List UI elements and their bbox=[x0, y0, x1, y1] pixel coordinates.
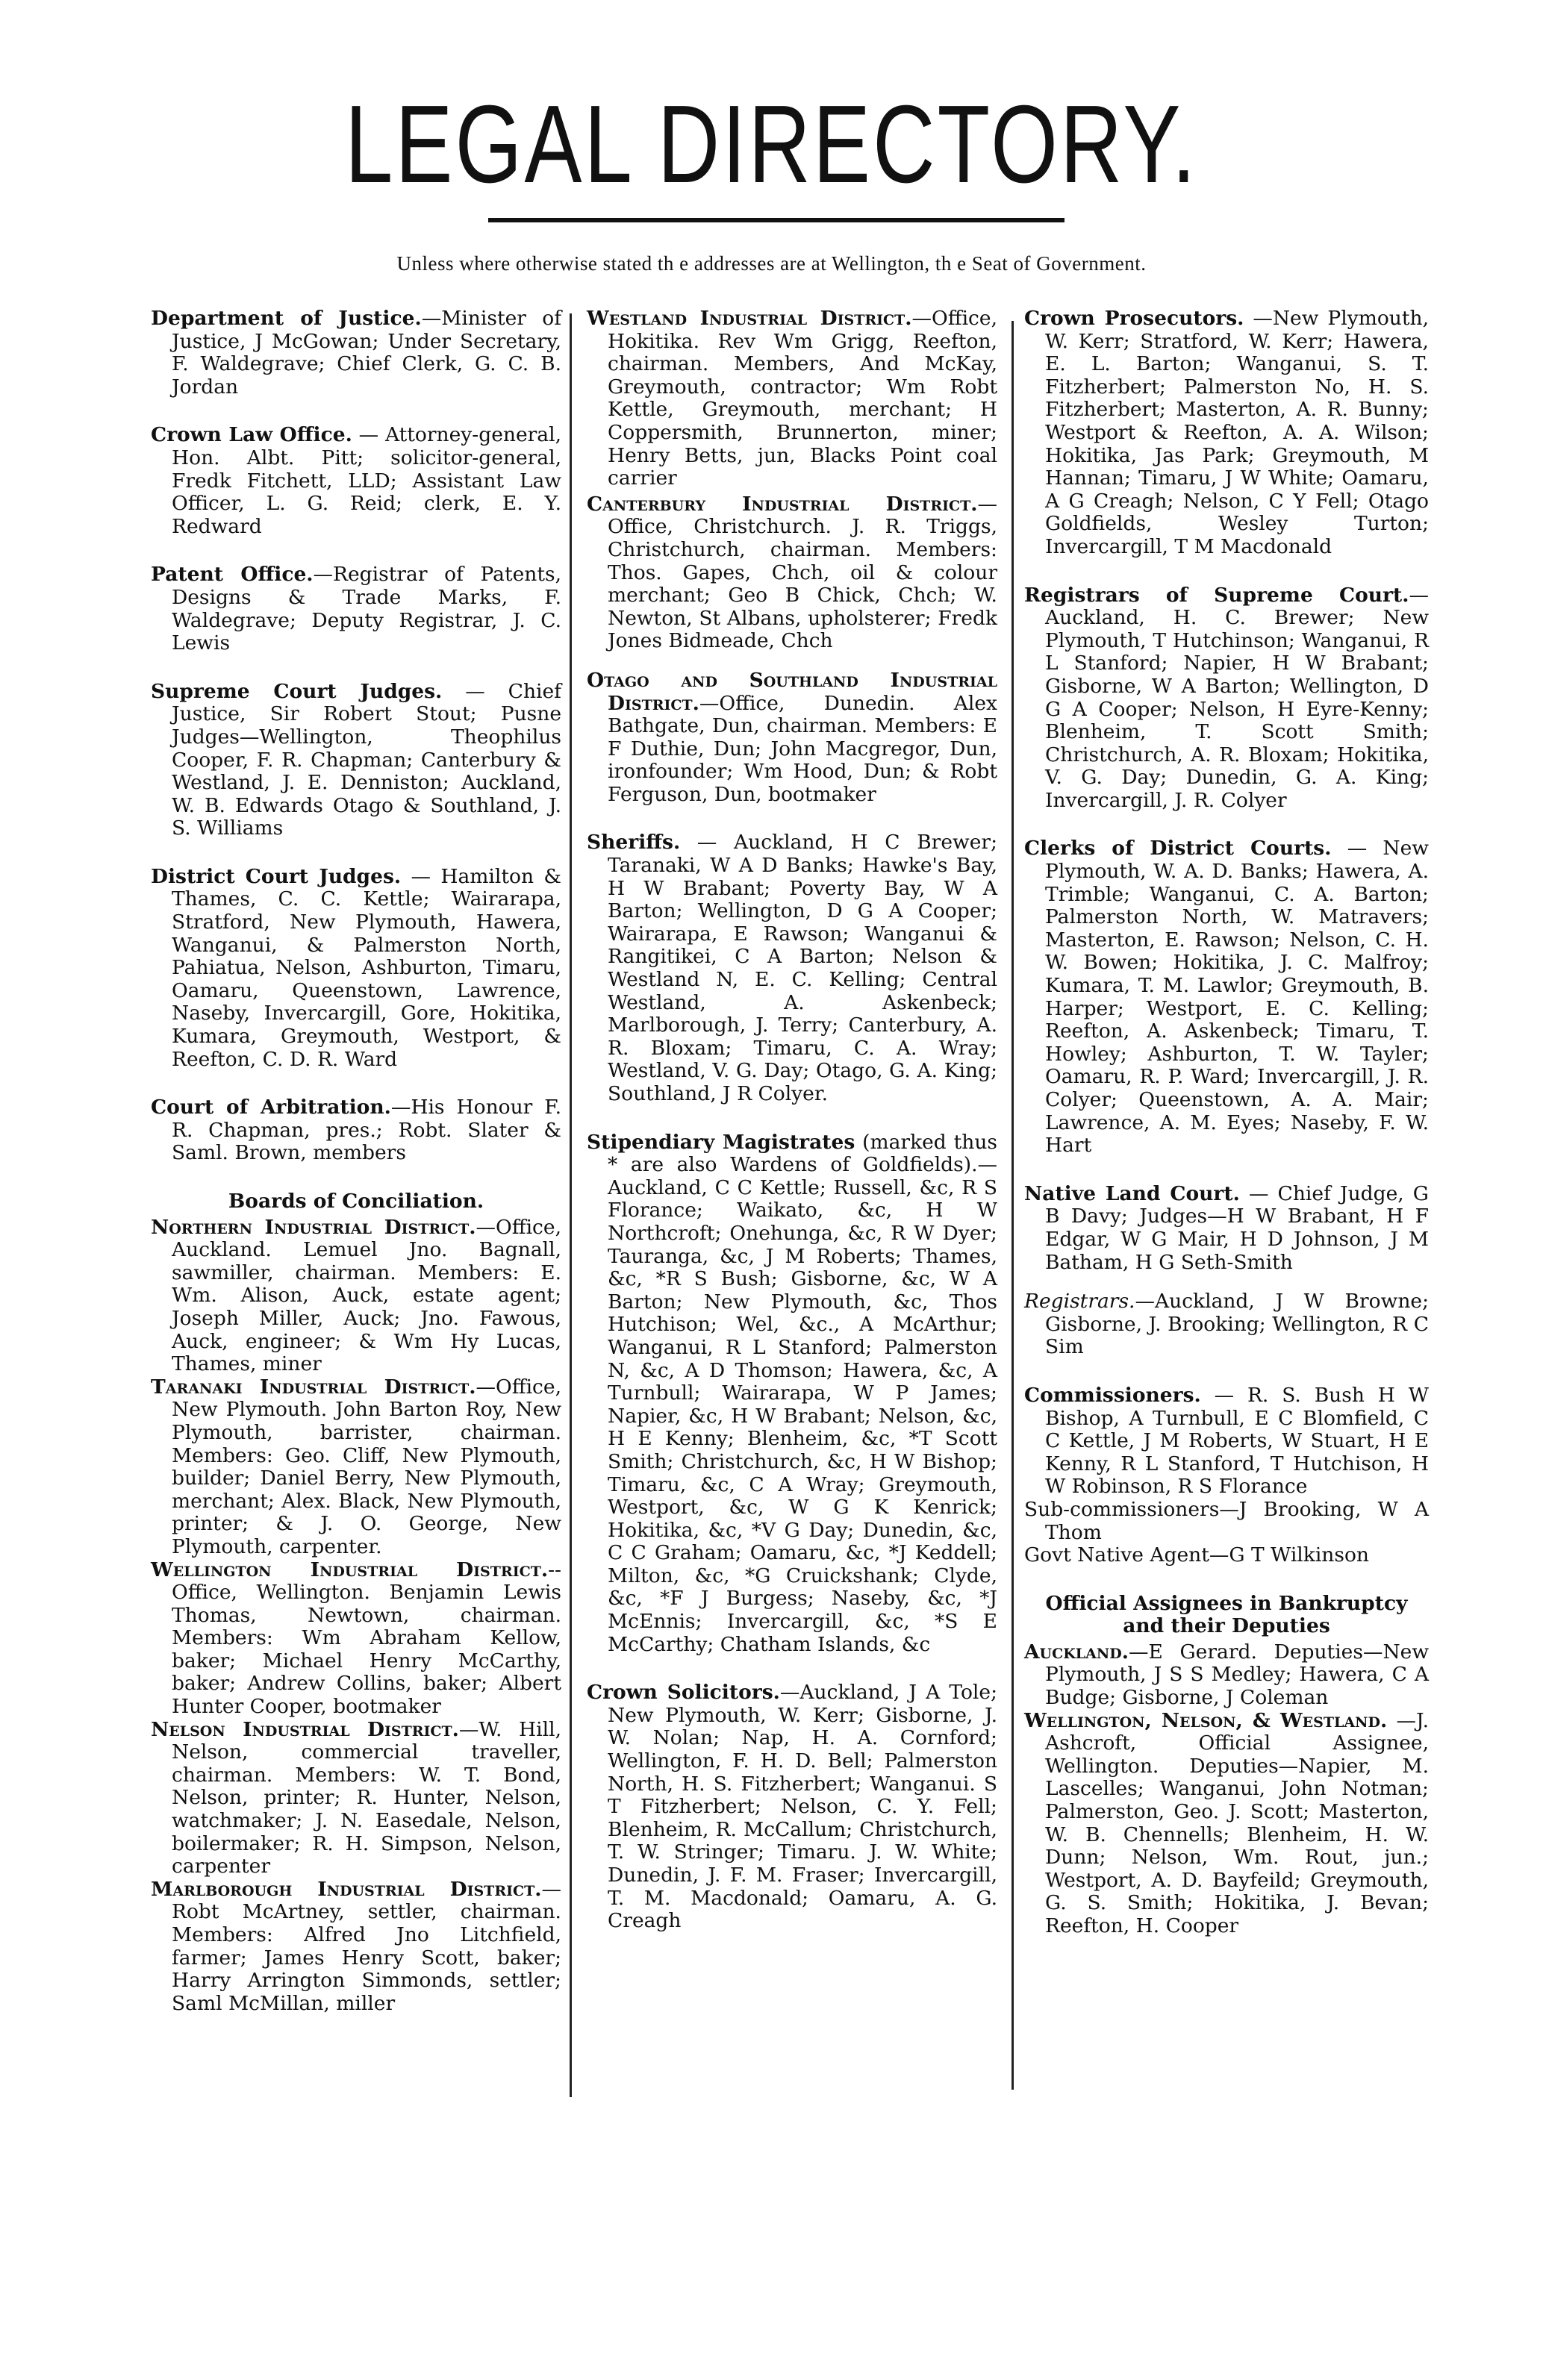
entry-text: — New Plymouth, W. A. D. Banks; Hawera, A. Trimble; Wanganui, C. A. Barton; Palmerston North, W. Matravers; Masterton, E. Rawson; Nelson, C. H. W. Bowen; Hokitika, J. C. Malfroy; Kumara, T. M. Lawlor; Greymouth, B. Harper; Westport, E. C. Kelling; Reefton, A. Askenbeck; Timaru, T. Howley; Ashburton, T. W. Tayler; Oamaru, R. P. Ward; Invercargill, J. R. Colyer; Queenstown, A. A. Mair; Lawrence, A. M. Eyes; Naseby, F. W. Hart bbox=[1045, 837, 1429, 1158]
column-right bbox=[1024, 307, 1429, 1938]
entry-otago-southland-district bbox=[587, 669, 997, 807]
entry-text: —W. Hill, Nelson, commercial traveller, chairman. Members: W. T. Bond, Nelson, printer; R. Hunter, Nelson, watchmaker; J. N. Easedale, Nelson, boilermaker; R. H. Simpson, Nelson, carpenter bbox=[172, 1717, 561, 1878]
entry-text: --Office, Wellington. Benjamin Lewis Thomas, Newtown, chairman. Members: Wm Abraham Kellow, baker; Michael Henry McCarthy, baker; Andrew Collins, baker; Albert Hunter Cooper, bootmaker bbox=[172, 1558, 561, 1719]
title-rule bbox=[488, 218, 1064, 222]
entry-heading: Nelson Industrial District. bbox=[151, 1717, 459, 1741]
entry-heading: Taranaki Industrial District. bbox=[151, 1375, 476, 1399]
entry-heading: Crown Prosecutors. bbox=[1024, 307, 1244, 330]
entry-text: —Auckland, J W Browne; Gisborne, J. Brooking; Wellington, R C Sim bbox=[1045, 1290, 1429, 1359]
entry-heading: Registrars. bbox=[1024, 1290, 1135, 1314]
entry-northern-district bbox=[151, 1216, 561, 1376]
entry-department-of-justice bbox=[151, 307, 561, 399]
entry-text: — Chief Justice, Sir Robert Stout; Pusne Judges—Wellington, Theophilus Cooper, F. R. Chapman; Canterbury & Westland, J. E. Denniston; Auckland, W. B. Edwards Otago & Southland, J. S. Williams bbox=[172, 679, 561, 840]
entry-assignee-wellington bbox=[1024, 1710, 1429, 1938]
entry-heading: Wellington, Nelson, & Westland. bbox=[1024, 1708, 1388, 1732]
entry-heading: Auckland. bbox=[1024, 1640, 1129, 1664]
entry-stipendiary-magistrates bbox=[587, 1131, 997, 1657]
entry-heading: Commissioners. bbox=[1024, 1383, 1201, 1407]
entry-text: (marked thus * are also Wardens of Goldfields).—Auckland, C C Kettle; Russell, &c, R S Florance; Waikato, &c, H W Northcroft; Onehunga, &c, R W Dyer; Tauranga, &c, J M Roberts; Thames, &c, *R S Bush; Gisborne, &c, W A Barton; New Plymouth, &c, Thos Hutchison; Wel, &c., A McArthur; Wanganui, R L Stanford; Palmerston N, &c, A D Thomson; Hawera, &c, A Turnbull; Wairarapa, W P James; Napier, &c, H W Brabant; Nelson, &c, H E Kenny; Blenheim, &c, *T Scott Smith; Christchurch, &c, H W Bishop; Timaru, &c, C A Wray; Greymouth, Westport, &c, W G K Kenrick; Hokitika, &c, *V G Day; Dunedin, &c, C C Graham; Oamaru, &c, *J Keddell; Milton, &c, *G Cruickshank; Clyde, &c, *F J Burgess; Naseby, &c, *J McEnnis; Invercargill, &c, *S E McCarthy; Chatham Islands, &c bbox=[608, 1130, 997, 1656]
entry-registrars-supreme-court bbox=[1024, 584, 1429, 813]
entry-canterbury-district bbox=[587, 493, 997, 653]
entry-text: —Registrar of Patents, Designs & Trade Marks, F. Waldegrave; Deputy Registrar, J. C. Lewis bbox=[172, 563, 562, 655]
entry-text: —His Honour F. R. Chapman, pres.; Robt. Slater & Saml. Brown, members bbox=[172, 1096, 561, 1165]
entry-heading: Crown Law Office. bbox=[151, 423, 352, 447]
entry-heading: Sheriffs. bbox=[587, 831, 681, 855]
entry-text: — Auckland, H C Brewer; Taranaki, W A D Banks; Hawke's Bay, H W Brabant; Poverty Bay, W A Barton; Wellington, D G A Cooper; Wairarapa, E Rawson; Wanganui & Rangitikei, C A Barton; Nelson & Westland N, E. C. Kelling; Central Westland, A. Askenbeck; Marlborough, J. Terry; Canterbury, A. R. Bloxam; Timaru, C. A. Wray; Westland, V. G. Day; Otago, G. A. King; Southland, J R Colyer. bbox=[608, 831, 997, 1105]
entry-wellington-district bbox=[151, 1559, 561, 1719]
entry-text: —Office, Auckland. Lemuel Jno. Bagnall, sawmiller, chairman. Members: E. Wm. Alison, Auck, estate agent; Joseph Miller, Auck; Jno. Fawous, Auck, engineer; & Wm Hy Lucas, Thames, miner bbox=[172, 1215, 561, 1376]
entry-nelson-district bbox=[151, 1719, 561, 1878]
section-heading-boards: Boards of Conciliation. bbox=[228, 1190, 484, 1213]
entry-marlborough-district bbox=[151, 1878, 561, 2016]
entry-heading: Canterbury Industrial District. bbox=[587, 492, 978, 516]
entry-heading: Otago and Southland Industrial District. bbox=[587, 668, 997, 715]
entry-text: —E Gerard. Deputies—New Plymouth, J S S Medley; Hawera, C A Budge; Gisborne, J Coleman bbox=[1045, 1640, 1429, 1710]
entry-crown-solicitors bbox=[587, 1681, 997, 1933]
entry-text: —New Plymouth, W. Kerr; Stratford, W. Kerr; Hawera, E. L. Barton; Wanganui, S. T. Fitzherbert; Palmerston No, H. S. Fitzherbert; Masterton, A. R. Bunny; Westport & Reefton, A. A. Wilson; Hokitika, Jas Park; Greymouth, M Hannan; Timaru, J W White; Oamaru, A G Creagh; Nelson, C Y Fell; Otago Goldfields, Wesley Turton; Invercargill, T M Macdonald bbox=[1045, 307, 1429, 558]
entry-assignee-auckland bbox=[1024, 1641, 1429, 1710]
column-middle bbox=[587, 307, 997, 1933]
entry-sub-commissioners: Sub-commissioners—J Brooking, W A Thom bbox=[1024, 1497, 1429, 1544]
entry-heading: Court of Arbitration. bbox=[151, 1096, 391, 1119]
entry-text: — Hamilton & Thames, C. C. Kettle; Wairarapa, Stratford, New Plymouth, Hawera, Wanganui, & Palmerston North, Pahiatua, Nelson, Ashburton, Timaru, Oamaru, Queenstown, Lawrence, Naseby, Invercargill, Gore, Hokitika, Kumara, Greymouth, Westport, & Reefton, C. D. R. Ward bbox=[172, 864, 561, 1071]
entry-heading: Westland Industrial District. bbox=[587, 307, 912, 330]
entry-text: —Auckland, H. C. Brewer; New Plymouth, T Hutchinson; Wanganui, R L Stanford; Napier, H W Brabant; Gisborne, W A Barton; Wellington, D G A Cooper; Nelson, H Eyre-Kenny; Blenheim, T. Scott Smith; Christchurch, A. R. Bloxam; Hokitika, V. G. Day; Dunedin, G. A. King; Invercargill, J. R. Colyer bbox=[1045, 583, 1429, 812]
entry-heading: Crown Solicitors. bbox=[587, 1681, 780, 1705]
column-divider bbox=[1011, 321, 1014, 2090]
entry-heading: Registrars of Supreme Court. bbox=[1024, 583, 1409, 607]
entry-text: —J. Ashcroft, Official Assignee, Wellington. Deputies—Napier, M. Lascelles; Wanganui, John Notman; Palmerston, Geo. J. Scott; Masterton, W. B. Chennells; Blenheim, H. W. Dunn; Nelson, Wm. Rout, jun.; Westport, A. D. Bayfeild; Greymouth, G. S. Smith; Hokitika, J. Bevan; Reefton, H. Cooper bbox=[1045, 1708, 1430, 1937]
entry-text: — Chief Judge, G B Davy; Judges—H W Brabant, H F Edgar, W G Mair, H D Johnson, J M Batham, H G Seth-Smith bbox=[1045, 1181, 1429, 1274]
entry-text: —Office, Dunedin. Alex Bathgate, Dun, chairman. Members: E F Duthie, Dun; John Macgregor, Dun, ironfounder; Wm Hood, Dun; & Robt Ferguson, Dun, bootmaker bbox=[608, 691, 997, 806]
entry-patent-office bbox=[151, 563, 561, 655]
entry-heading: District Court Judges. bbox=[151, 864, 402, 888]
section-heading-assignees: Official Assignees in Bankruptcy and their Deputies bbox=[1045, 1591, 1408, 1638]
entry-heading: Clerks of District Courts. bbox=[1024, 837, 1332, 861]
entry-native-agent: Govt Native Agent—G T Wilkinson bbox=[1024, 1543, 1369, 1567]
entry-heading: Department of Justice. bbox=[151, 307, 422, 330]
entry-heading: Stipendiary Magistrates bbox=[587, 1130, 855, 1154]
entry-taranaki-district bbox=[151, 1376, 561, 1559]
entry-text: —Minister of Justice, J McGowan; Under Secretary, F. Waldegrave; Chief Clerk, G. C. B. Jordan bbox=[172, 307, 561, 399]
entry-heading: Northern Industrial District. bbox=[151, 1215, 476, 1239]
entry-native-land-court bbox=[1024, 1183, 1429, 1274]
column-left bbox=[151, 307, 561, 2015]
entry-sheriffs bbox=[587, 831, 997, 1105]
entry-crown-prosecutors bbox=[1024, 307, 1429, 559]
entry-court-of-arbitration bbox=[151, 1096, 561, 1165]
page-subtitle: Unless where otherwise stated th e addresses are at Wellington, th e Seat of Government. bbox=[396, 252, 1147, 275]
entry-text: —Office, New Plymouth. John Barton Roy, New Plymouth, barrister, chairman. Members: Geo. Cliff, New Plymouth, builder; Daniel Berry, New Plymouth, merchant; Alex. Black, New Plymouth, printer; & J. O. George, New Plymouth, carpenter. bbox=[172, 1375, 561, 1558]
entry-heading: Marlborough Industrial District. bbox=[151, 1877, 542, 1901]
entry-supreme-court-judges bbox=[151, 681, 561, 840]
entry-commissioners bbox=[1024, 1384, 1429, 1499]
entry-district-court-judges bbox=[151, 866, 561, 1071]
entry-text: —Robt McArtney, settler, chairman. Members: Alfred Jno Litchfield, farmer; James Henry Scott, baker; Harry Arrington Simmonds, settler; Saml McMillan, miller bbox=[172, 1877, 561, 2015]
entry-text: —Office, Hokitika. Rev Wm Grigg, Reefton, chairman. Members, And McKay, Greymouth, contractor; Wm Robt Kettle, Greymouth, merchant; H Coppersmith, Brunnerton, miner; Henry Betts, jun, Blacks Point coal carrier bbox=[608, 307, 997, 490]
entry-heading: Supreme Court Judges. bbox=[151, 679, 443, 703]
entry-text: —Office, Christchurch. J. R. Triggs, Christchurch, chairman. Members: Thos. Gapes, Chch, oil & colour merchant; Geo B Chick, Chch; W. Newton, St Albans, upholsterer; Fredk Jones Bidmeade, Chch bbox=[608, 492, 997, 653]
entry-heading: Wellington Industrial District. bbox=[151, 1558, 549, 1581]
entry-text: —Auckland, J A Tole; New Plymouth, W. Kerr; Gisborne, J. W. Nolan; Nap, H. A. Cornford; Wellington, F. H. D. Bell; Palmerston North, H. S. Fitzherbert; Wanganui. S T Fitzherbert; Nelson, C. Y. Fell; Blenheim, R. McCallum; Christchurch, T. W. Stringer; Timaru. J. W. White; Dunedin, J. F. M. Fraser; Invercargill, T. M. Macdonald; Oamaru, A. G. Creagh bbox=[608, 1681, 997, 1933]
entry-text: — R. S. Bush H W Bishop, A Turnbull, E C Blomfield, C C Kettle, J M Roberts, W Stuart, H E Kenny, R L Stanford, T Hutchison, H W Robinson, R S Florance bbox=[1045, 1383, 1429, 1499]
entry-crown-law-office bbox=[151, 424, 561, 538]
column-divider bbox=[570, 313, 572, 2097]
entry-heading: Patent Office. bbox=[151, 563, 314, 587]
entry-heading: Native Land Court. bbox=[1024, 1181, 1240, 1205]
page-title: LEGAL DIRECTORY. bbox=[345, 83, 1198, 206]
entry-registrars bbox=[1024, 1290, 1429, 1359]
entry-westland-district bbox=[587, 307, 997, 490]
entry-clerks-district-courts bbox=[1024, 837, 1429, 1157]
entry-text: — Attorney-general, Hon. Albt. Pitt; solicitor-general, Fredk Fitchett, LLD; Assistant Law Officer, L. G. Reid; clerk, E. Y. Redward bbox=[172, 423, 561, 538]
